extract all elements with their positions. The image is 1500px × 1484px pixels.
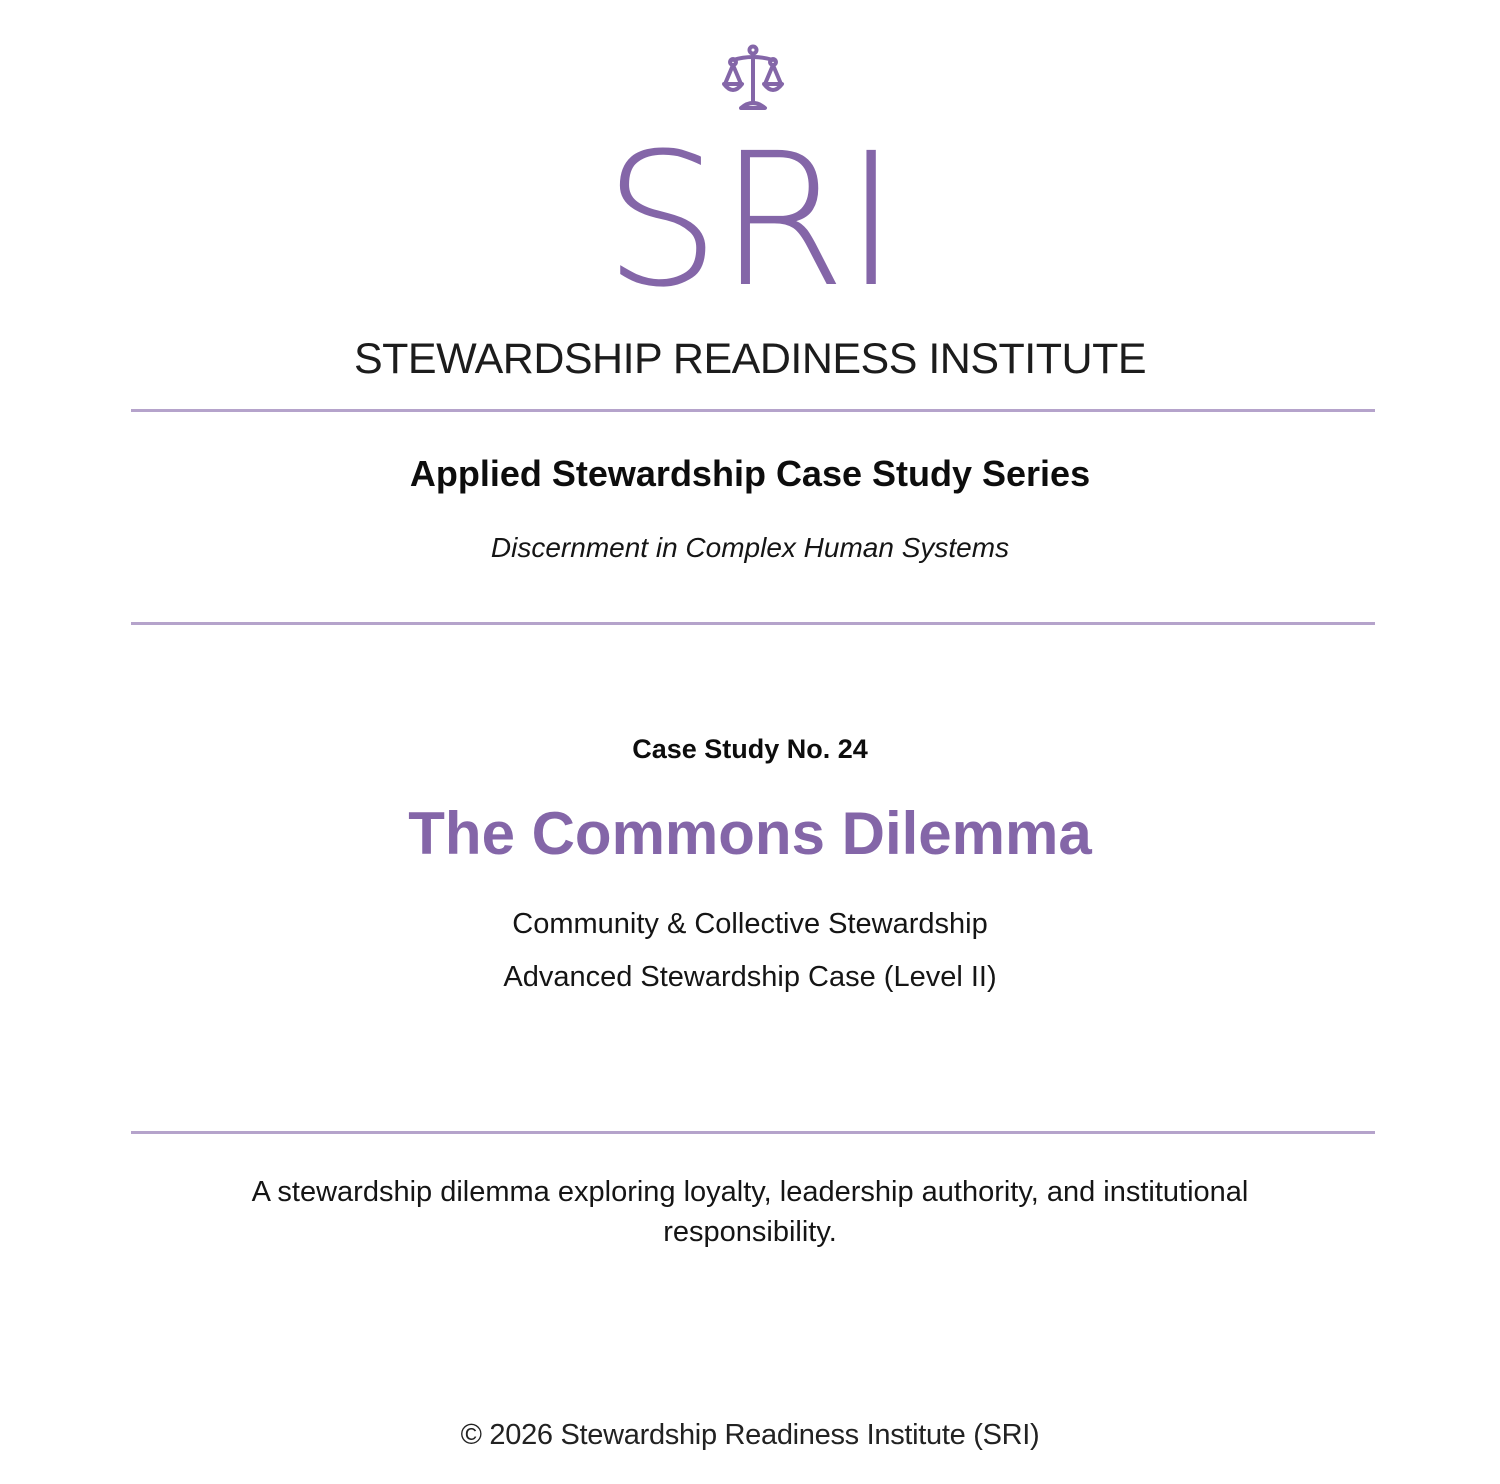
case-summary: A stewardship dilemma exploring loyalty, leadership authority, and institutional responsibility. bbox=[251, 1176, 1249, 1248]
series-title: Applied Stewardship Case Study Series bbox=[409, 453, 1091, 494]
institute-name: STEWARDSHIP READINESS INSTITUTE bbox=[353, 335, 1147, 383]
sri-logo-wordmark: SRI bbox=[603, 114, 897, 328]
divider bbox=[131, 409, 1375, 412]
case-number: Case Study No. 24 bbox=[632, 734, 868, 764]
scales-of-justice-icon bbox=[721, 44, 785, 112]
copyright-notice: © 2026 Stewardship Readiness Institute (SRI) bbox=[460, 1419, 1040, 1451]
case-theme: Community & Collective Stewardship bbox=[512, 908, 988, 940]
series-subtitle: Discernment in Complex Human Systems bbox=[490, 532, 1010, 563]
divider bbox=[131, 622, 1375, 625]
case-title: The Commons Dilemma bbox=[408, 800, 1092, 867]
case-level: Advanced Stewardship Case (Level II) bbox=[503, 961, 997, 993]
divider bbox=[131, 1131, 1375, 1134]
